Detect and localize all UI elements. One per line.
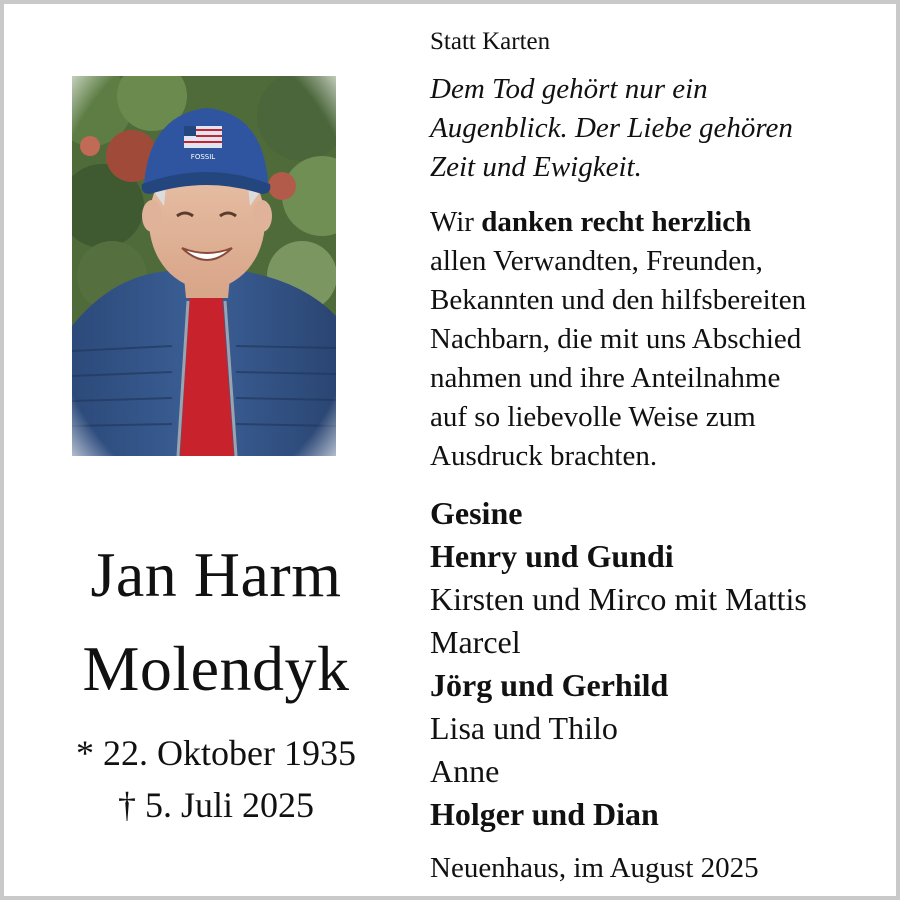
quote-line: Dem Tod gehört nur ein	[430, 73, 708, 105]
thanks-line: Bekannten und den hilfsbereiten	[430, 284, 807, 316]
quote-line: Zeit und Ewigkeit.	[430, 151, 642, 183]
family-member: Anne	[430, 753, 500, 789]
memorial-quote	[430, 70, 880, 187]
deceased-first-name: Jan Harm	[90, 539, 342, 610]
thanks-line: allen Verwandten, Freunden,	[430, 245, 763, 277]
thanks-paragraph	[430, 203, 890, 476]
family-member: Kirsten und Mirco mit Mattis	[430, 581, 807, 617]
place-and-date: Neuenhaus, im August 2025	[430, 852, 759, 884]
quote-line: Augenblick. Der Liebe gehören	[430, 112, 793, 144]
family-member: Gesine	[430, 495, 523, 531]
statt-karten-label: Statt Karten	[430, 28, 551, 55]
family-member: Jörg und Gerhild	[430, 667, 669, 703]
thanks-line: Ausdruck brachten.	[430, 440, 658, 472]
thanks-line: auf so liebevolle Weise zum	[430, 401, 756, 433]
thanks-lead-bold: danken recht herzlich	[481, 206, 752, 238]
birth-date: * 22. Oktober 1935	[76, 733, 356, 773]
thanks-lead-plain: Wir	[430, 206, 482, 238]
death-date: † 5. Juli 2025	[117, 785, 314, 825]
family-member: Henry und Gundi	[430, 538, 674, 574]
thanks-line: nahmen und ihre Anteilnahme	[430, 362, 781, 394]
deceased-last-name: Molendyk	[82, 633, 350, 704]
family-member: Holger und Dian	[430, 796, 659, 832]
portrait-photo	[72, 76, 336, 456]
thanks-lead-line	[430, 203, 890, 242]
family-list	[430, 492, 890, 836]
family-member: Lisa und Thilo	[430, 710, 618, 746]
thanks-line: Nachbarn, die mit uns Abschied	[430, 323, 802, 355]
family-member: Marcel	[430, 624, 521, 660]
